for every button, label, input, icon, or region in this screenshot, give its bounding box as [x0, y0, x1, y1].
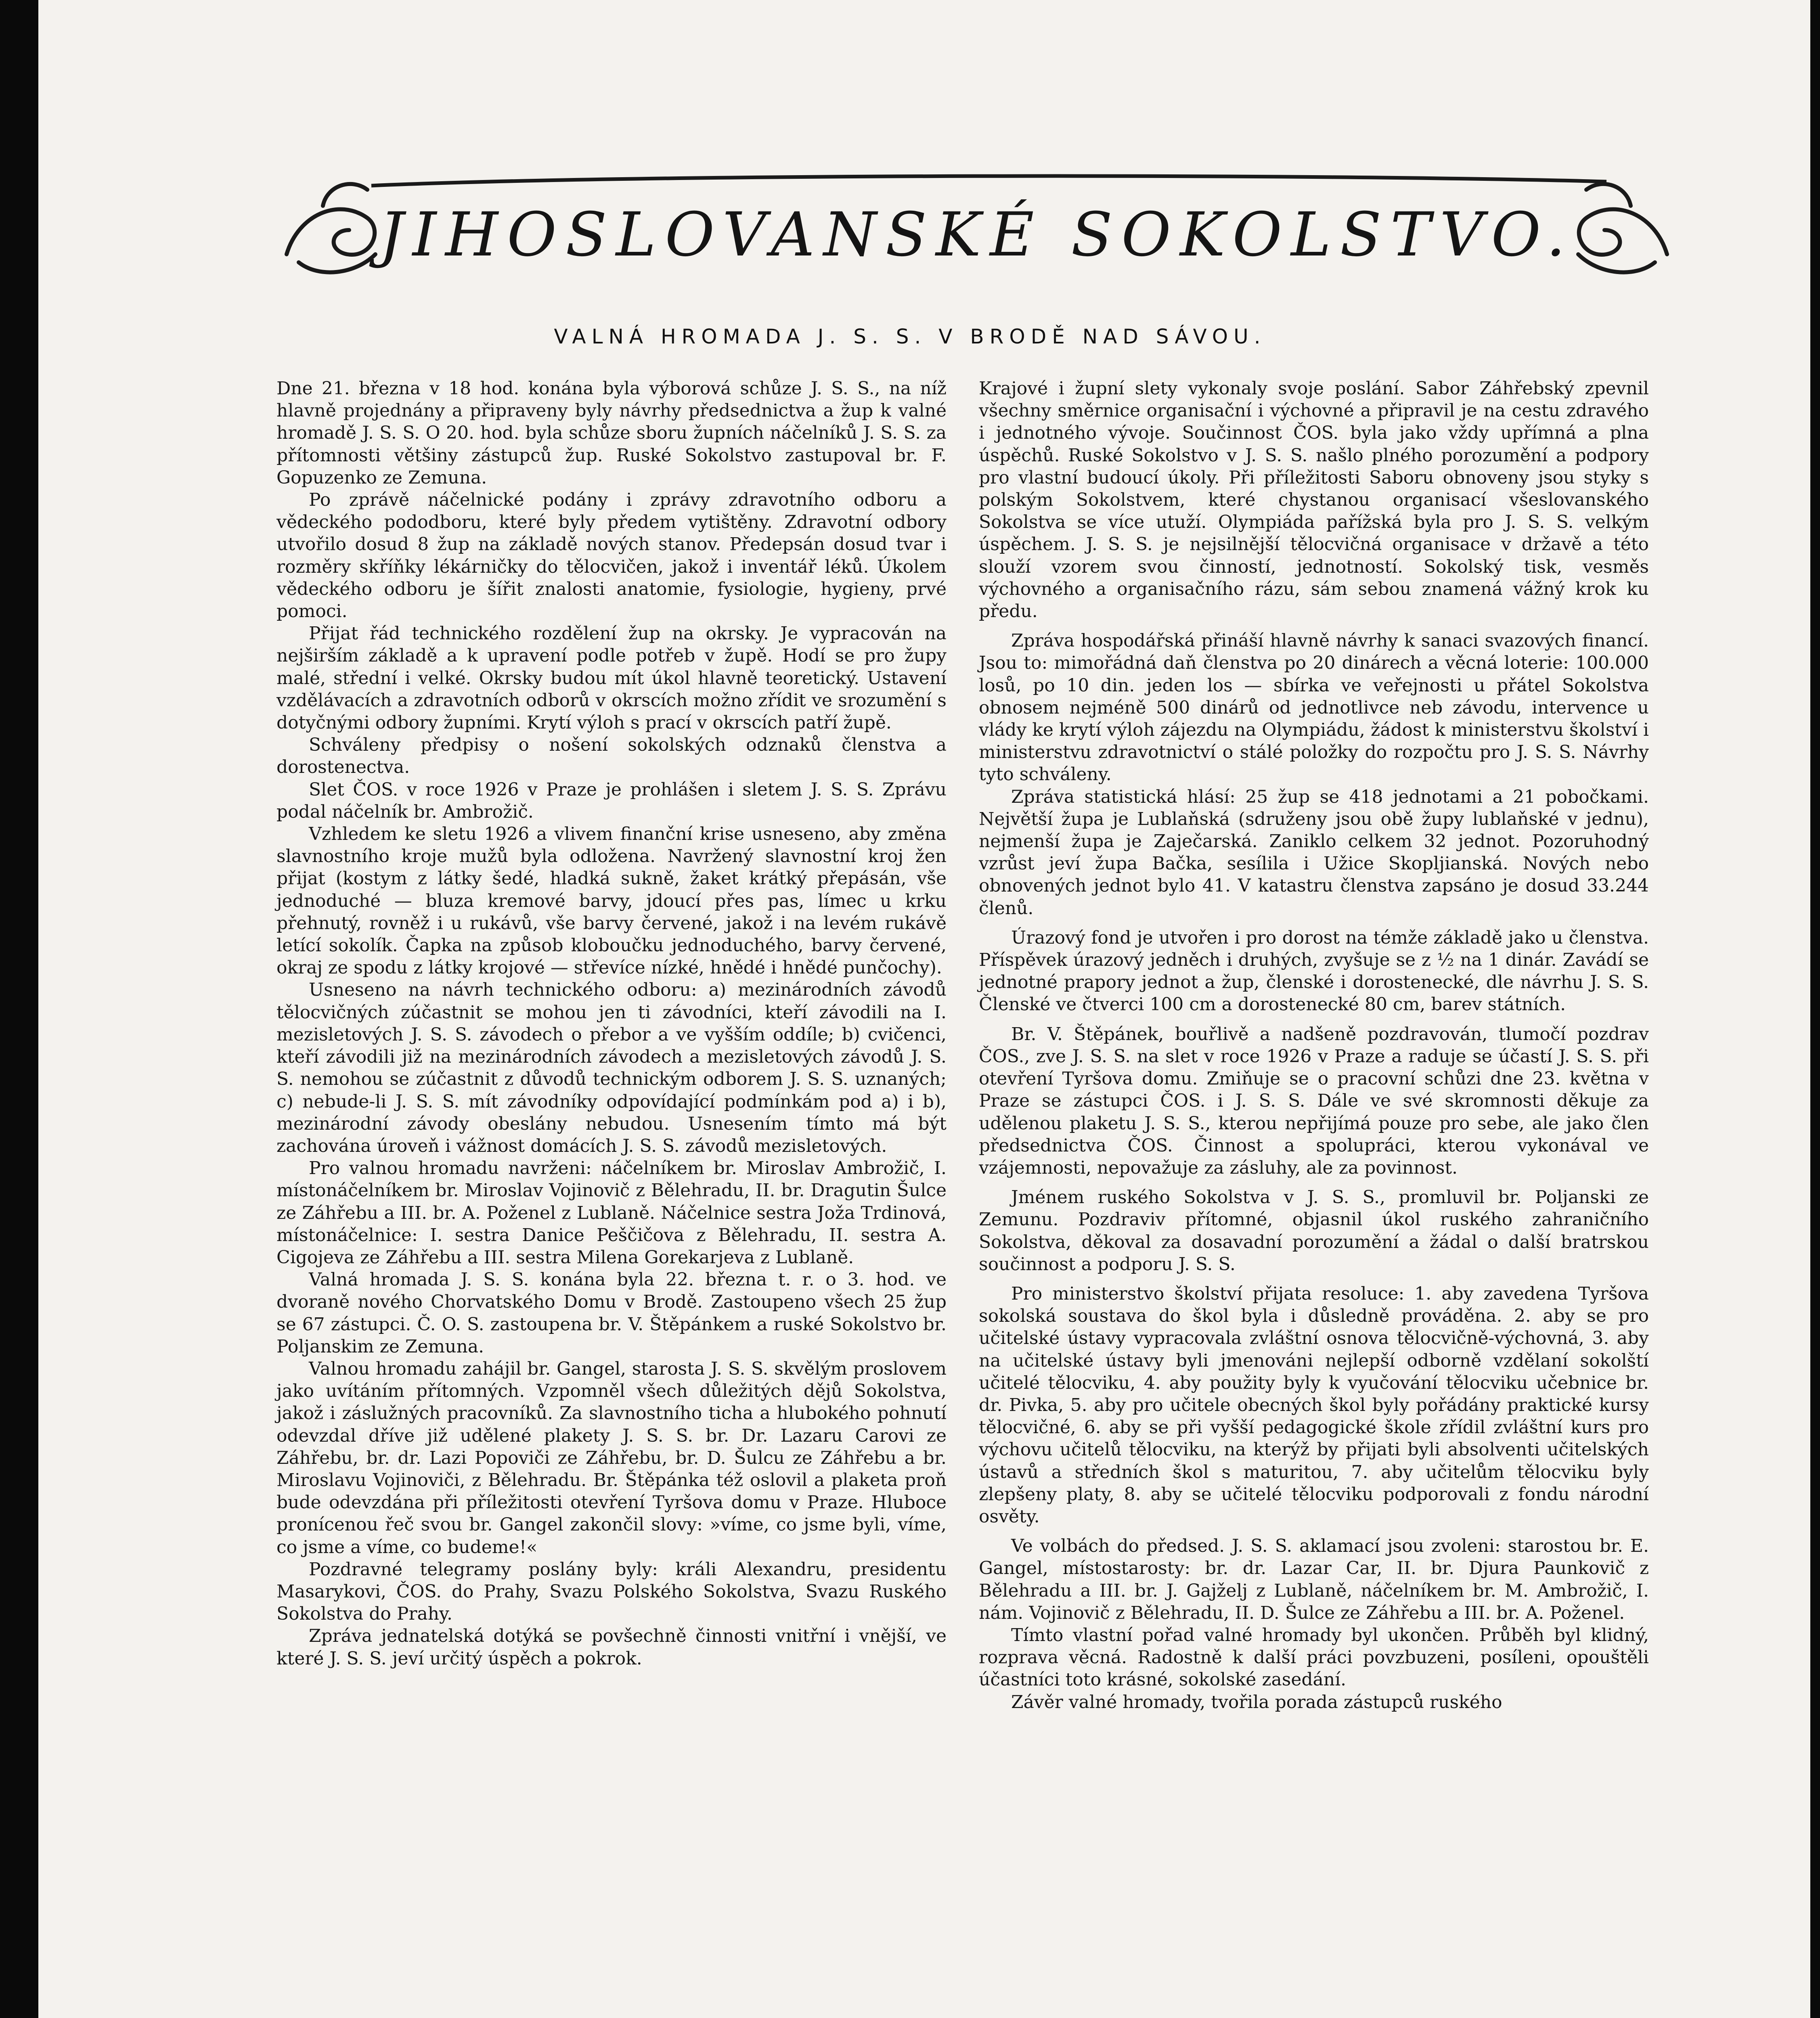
- paragraph: Pozdravné telegramy poslány byly: králi Alexandru, presidentu Masarykovi, ČOS. do Prahy, Svazu Polského Sokolstva, Svazu Ruského Sokolstva do Prahy.: [276, 1559, 947, 1624]
- paragraph: Dne 21. března v 18 hod. konána byla výborová schůze J. S. S., na níž hlavně projednány a připraveny byly návrhy předsednictva a žup k valné hromadě J. S. S. O 20. hod. byla schůze sboru župních náčelníků J. S. S. za přítomnosti většiny zástupců žup. Ruské Sokolstvo zastupoval br. F. Gopuzenko ze Zemuna.: [276, 378, 947, 488]
- paragraph: Br. V. Štěpánek, bouřlivě a nadšeně pozdravován, tlumočí pozdrav ČOS., zve J. S. S. na slet v roce 1926 v Praze a raduje se účastí J. S. S. při otevření Tyršova domu. Zmiňuje se o pracovní schůzi dne 23. května v Praze se zástupci ČOS. i J. S. S. Dále ve své skromnosti děkuje za udělenou plaketu J. S. S., kterou nepřijímá pouze pro sebe, ale jako člen předsednictva ČOS. Činnost a spolupráci, kterou vykonával ve vzájemnosti, nepovažuje za zásluhy, ale za povinnost.: [979, 1024, 1649, 1178]
- paragraph: Valná hromada J. S. S. konána byla 22. března t. r. o 3. hod. ve dvoraně nového Chorvatského Domu v Brodě. Zastoupeno všech 25 žup se 67 zástupci. Č. O. S. zastoupena br. V. Štěpánkem a ruské Sokolstvo br. Poljanskim ze Zemuna.: [276, 1269, 947, 1357]
- banner-title: JIHOSLOVANSKÉ SOKOLSTVO.: [379, 200, 1575, 270]
- paragraph: Zpráva hospodářská přináší hlavně návrhy k sanaci svazových financí. Jsou to: mimořádná daň členstva po 20 dinárech a věcná loterie: 100.000 losů, po 10 din. jeden los — sbírka ve veřejnosti u přátel Sokolstva obnosem nejméně 500 dinárů od jednotlivce neb závodu, intervence u vlády ke krytí výloh zájezdu na Olympiádu, žádost k ministerstvu školství i ministerstvu zdravotnictví o stálé položky do rozpočtu pro J. S. S. Návrhy tyto schváleny.: [979, 630, 1649, 785]
- paragraph: Tímto vlastní pořad valné hromady byl ukončen. Průběh byl klidný, rozprava věcná. Radostně k další práci povzbuzeni, posíleni, opouštěli účastníci toto krásné, sokolské zasedání.: [979, 1624, 1649, 1690]
- paragraph: Usneseno na návrh technického odboru: a) mezinárodních závodů tělocvičných zúčastnit se mohou jen ti závodníci, kteří závodili na I. mezisletových J. S. S. závodech o přebor a ve vyšším oddíle; b) cvičenci, kteří závodili již na mezinárodních závodech a mezisletových závodů J. S. S. nemohou se zúčastnit z důvodů technickým odborem J. S. S. uznaných; c) nebude-li J. S. S. mít závodníky odpovídající podmínkám pod a) i b), mezinárodní závody obeslány nebudou. Usnesením tímto má být zachována úroveň i vážnost domácích J. S. S. závodů mezisletových.: [276, 980, 947, 1156]
- paragraph: Pro ministerstvo školství přijata resoluce: 1. aby zavedena Tyršova sokolská soustava do škol byla i důsledně prováděna. 2. aby se pro učitelské ústavy vypracovala zvláštní osnova tělocvičně-výchovná, 3. aby na učitelské ústavy byli jmenováni nejlepší odborně vzdělaní sokolští učitelé tělocviku, 4. aby použity byly k vyučování tělocviku učebnice br. dr. Pivka, 5. aby pro učitele obecných škol byly pořádány praktické kursy tělocvičné, 6. aby se při vyšší pedagogické škole zřídil zvláštní kurs pro výchovu učitelů tělocviku, na kterýž by přijati byli absolventi učitelských ústavů a středních škol s maturitou, 7. aby učitelům tělocviku byly zlepšeny platy, 8. aby se učitelé tělocviku podporovali z fondu národní osvěty.: [979, 1283, 1649, 1527]
- paragraph: Krajové i župní slety vykonaly svoje poslání. Sabor Záhřebský zpevnil všechny směrnice organisační i výchovné a připravil je na cestu zdravého i jednotného vývoje. Součinnost ČOS. byla jako vždy upřímná a plna úspěchů. Ruské Sokolstvo v J. S. S. našlo plného porozumění a podpory pro vlastní budoucí úkoly. Při příležitosti Saboru obnoveny jsou styky s polským Sokolstvem, které chystanou organisací všeslovanského Sokolstva se více utuží. Olympiáda pařížská byla pro J. S. S. velkým úspěchem. J. S. S. je nejsilnější tělocvičná organisace v državě a této slouží vzorem svou činností, jednotností. Sokolský tisk, vesměs výchovného a organisačního rázu, sám sebou znamená vážný krok ku předu.: [979, 378, 1649, 622]
- left-column: [276, 377, 947, 1670]
- paragraph: Závěr valné hromady, tvořila porada zástupců ruského: [1011, 1691, 1502, 1712]
- paragraph: Zpráva statistická hlásí: 25 žup se 418 jednotami a 21 pobočkami. Největší župa je Lublaňská (sdruženy jsou obě župy lublaňské v jednu), nejmenší župa je Zaječarská. Zaniklo celkem 32 jednot. Pozoruhodný vzrůst jeví župa Bačka, sesílila i Užice Skopljianská. Nových nebo obnovených jednot bylo 41. V katastru členstva zapsáno je dosud 33.244 členů.: [979, 786, 1649, 919]
- article-subtitle: VALNÁ HROMADA J. S. S. V BRODĚ NAD SÁVOU.: [554, 325, 1266, 348]
- paragraph: Pro valnou hromadu navrženi: náčelníkem br. Miroslav Ambrožič, I. místonáčelníkem br. Miroslav Vojinovič z Bělehradu, II. br. Dragutin Šulce ze Záhřebu a III. br. A. Poženel z Lublaně. Náčelnice sestra Joža Trdinová, místonáčelnice: I. sestra Danice Peščičova z Bělehradu, II. sestra A. Cigojeva ze Záhřebu a III. sestra Milena Gorekarjeva z Lublaně.: [276, 1158, 947, 1268]
- paragraph: Úrazový fond je utvořen i pro dorost na témže základě jako u členstva. Příspěvek úrazový jedněch i druhých, zvyšuje se z ½ na 1 dinár. Zavádí se jednotné prapory jednot a žup, členské i dorostenecké, dle návrhu J. S. S. Členské ve čtverci 100 cm a dorostenecké 80 cm, barev státních.: [979, 927, 1649, 1015]
- paragraph: Přijat řád technického rozdělení žup na okrsky. Je vypracován na nejširším základě a k upravení podle potřeb v župě. Hodí se pro župy malé, střední i velké. Okrsky budou mít úkol hlavně teoretický. Ustavení vzdělávacích a zdravotních odborů v okrscích možno zřídit ve srozumění s dotyčnými odbory župními. Krytí výloh s prací v okrscích patří župě.: [276, 623, 947, 733]
- paragraph: Slet ČOS. v roce 1926 v Praze je prohlášen i sletem J. S. S. Zprávu podal náčelník br. Ambrožič.: [276, 779, 947, 822]
- banner-heading: [274, 161, 1679, 295]
- paragraph: Valnou hromadu zahájil br. Gangel, starosta J. S. S. skvělým proslovem jako uvítáním přítomných. Vzpomněl všech důležitých dějů Sokolstva, jakož i záslužných pracovníků. Za slavnostního ticha a hlubokého pohnutí odevzdal dříve již udělené plakety J. S. S. br. Dr. Lazaru Carovi ze Záhřebu, br. dr. Lazi Popoviči ze Záhřebu, br. D. Šulcu ze Záhřebu a br. Miroslavu Vojinoviči, z Bělehradu. Br. Štěpánka též oslovil a plaketa proň bude odevzdána při příležitosti otevření Tyršova domu v Praze. Hluboce pronícenou řeč svou br. Gangel zakončil slovy: »víme, co jsme byli, víme, co jsme a víme, co budeme!«: [276, 1358, 947, 1557]
- paragraph: Zpráva jednatelská dotýká se povšechně činnosti vnitřní i vnější, ve které J. S. S. jeví určitý úspěch a pokrok.: [276, 1626, 947, 1669]
- paragraph: Schváleny předpisy o nošení sokolských odznaků členstva a dorostenectva.: [276, 735, 947, 778]
- right-column: [979, 377, 1649, 1713]
- paragraph: Jménem ruského Sokolstva v J. S. S., promluvil br. Poljanski ze Zemunu. Pozdraviv přítomné, objasnil úkol ruského zahraničního Sokolstva, děkoval za dosavadní porozumění a žádal o další bratrskou součinnost a podporu J. S. S.: [979, 1187, 1649, 1275]
- paragraph: Ve volbách do předsed. J. S. S. aklamací jsou zvoleni: starostou br. E. Gangel, místostarosty: br. dr. Lazar Car, II. br. Djura Paunkovič z Bělehradu a III. br. J. Gajželj z Lublaně, náčelníkem br. M. Ambrožič, I. nám. Vojinovič z Bělehradu, II. D. Šulce ze Záhřebu a III. br. A. Poženel.: [979, 1536, 1649, 1623]
- paragraph: Vzhledem ke sletu 1926 a vlivem finanční krise usneseno, aby změna slavnostního kroje mužů byla odložena. Navržený slavnostní kroj žen přijat (kostym z látky šedé, hladká sukně, žaket krátký přepásán, vše jednoduché — bluza kremové barvy, jdoucí přes pas, límec u krku přehnutý, rovněž i u rukávů, vše barvy červené, jakož i na levém rukávě letící sokolík. Čapka na způsob kloboučku jednoduchého, barvy červené, okraj ze spodu z látky krojové — střevíce nízké, hnědé i hnědé punčochy).: [276, 824, 947, 978]
- paragraph: Po zprávě náčelnické podány i zprávy zdravotního odboru a vědeckého pododboru, které byly předem vytištěny. Zdravotní odbory utvořilo dosud 8 žup na základě nových stanov. Předepsán dosud tvar i rozměry skříňky lékárničky do tělocvičen, jakož i inventář léků. Úkolem vědeckého odboru je šířit znalosti anatomie, fysiologie, hygieny, prvé pomoci.: [276, 490, 947, 622]
